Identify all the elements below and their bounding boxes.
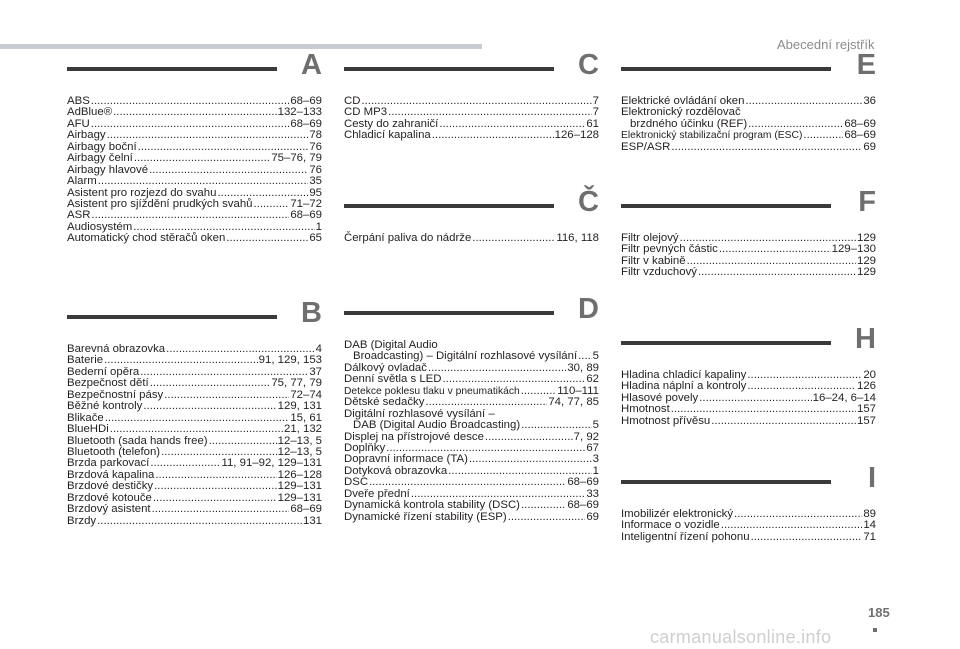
entry-term: BlueHDi — [67, 423, 109, 436]
entry-term: CD MP3 — [344, 106, 388, 119]
index-entry[interactable] — [344, 233, 599, 244]
index-entry[interactable] — [344, 420, 599, 431]
index-entry[interactable] — [344, 397, 599, 408]
entry-term: Displej na přístrojové desce — [344, 430, 484, 443]
entry-pages: 3 — [592, 453, 599, 466]
entry-term: Čerpání paliva do nádrže — [344, 232, 472, 244]
section-rule — [344, 311, 554, 315]
entry-pages: 37 — [309, 365, 322, 378]
entry-term: Brzdová kapalina — [67, 468, 155, 481]
index-entry[interactable] — [67, 424, 322, 435]
entry-pages: 61 — [586, 117, 599, 130]
index-entry[interactable] — [621, 119, 876, 130]
entry-term: Chladicí kapalina — [344, 129, 431, 142]
dot-leader — [155, 470, 276, 481]
entry-term: Audiosystém — [67, 220, 133, 233]
entry-pages: 5 — [592, 350, 599, 363]
entry-pages: 67 — [586, 441, 599, 454]
dot-leader — [472, 233, 555, 244]
section-rule — [344, 204, 554, 208]
dot-leader — [150, 458, 220, 469]
section-rule — [621, 341, 831, 345]
entry-pages: 129, 131 — [277, 400, 322, 413]
entry-pages: 68–69 — [844, 129, 876, 142]
entry-pages: 132–133 — [277, 106, 322, 119]
entry-term: brzdného účinku (REF) — [630, 117, 748, 130]
entry-term: Elektrické ovládání oken — [621, 95, 745, 107]
entry-pages: 5 — [592, 419, 599, 432]
index-entries — [621, 509, 876, 543]
index-entries — [67, 344, 322, 527]
entry-term: Dynamické řízení stability (ESP) — [344, 510, 507, 523]
entry-term: Bluetooth (sada hands free) — [67, 434, 208, 447]
dot-leader — [719, 244, 831, 255]
section-rule — [67, 315, 277, 319]
entry-pages: 91, 129, 153 — [258, 354, 322, 367]
section-rule — [621, 480, 831, 484]
entry-term: Elektronický stabilizační program (ESC) — [621, 130, 803, 142]
entry-term: Brzdový asistent — [67, 503, 151, 516]
dot-leader — [747, 370, 862, 381]
section-rule — [621, 204, 831, 208]
entry-term: ASR — [67, 209, 91, 222]
index-entry[interactable] — [344, 512, 599, 523]
entry-pages: 126–128 — [554, 129, 599, 142]
dot-leader — [734, 509, 862, 520]
index-entry[interactable] — [67, 516, 322, 527]
entry-term: DAB (Digital Audio — [344, 339, 438, 351]
entry-pages: 14 — [863, 519, 876, 532]
entry-term: Dynamická kontrola stability (DSC) — [344, 499, 520, 512]
entry-pages: 69 — [586, 510, 599, 523]
entry-term: Dětské sedačky — [344, 396, 425, 409]
entry-pages: 1 — [315, 220, 322, 233]
entry-pages: 21, 132 — [283, 423, 322, 436]
entry-term: Filtr pevných částic — [621, 243, 718, 256]
dot-leader — [521, 500, 566, 511]
entry-pages: 20 — [863, 369, 876, 381]
entry-pages: 68–69 — [290, 503, 322, 516]
section-letter: F — [858, 186, 876, 218]
entry-term: ABS — [67, 95, 90, 107]
index-entry[interactable] — [67, 233, 322, 244]
entry-term: Inteligentní řízení pohonu — [621, 530, 750, 543]
entry-pages: 75, 77, 79 — [271, 377, 322, 390]
entry-pages: 1 — [592, 464, 599, 477]
entry-term: Filtr vzduchový — [621, 266, 697, 279]
entry-pages: 69 — [863, 140, 876, 153]
entry-term: DSC — [344, 476, 369, 489]
section-letter: I — [867, 462, 876, 494]
section-letter: E — [856, 49, 876, 81]
entry-term: Hmotnost — [621, 403, 670, 416]
dot-leader — [469, 454, 592, 465]
index-entry[interactable] — [67, 165, 322, 176]
entry-term: Airbagy čelní — [67, 152, 133, 165]
entry-pages: 95 — [309, 186, 322, 199]
entry-term: Brzdové kotouče — [67, 491, 152, 504]
index-entry[interactable] — [344, 500, 599, 511]
entry-pages: 75–76, 79 — [271, 152, 322, 165]
section-letter: H — [855, 323, 876, 355]
entry-term: Brzda parkovací — [67, 457, 150, 470]
entry-term: ESP/ASR — [621, 140, 671, 153]
entry-term: Hmotnost přívěsu — [621, 414, 711, 427]
dot-leader — [152, 504, 290, 515]
entry-pages: 157 — [856, 414, 876, 427]
entry-term: Filtr olejový — [621, 232, 679, 244]
index-entry[interactable] — [621, 267, 876, 278]
index-entry[interactable] — [67, 176, 322, 187]
entry-term: Běžné kontroly — [67, 400, 143, 413]
page-marker — [873, 628, 877, 632]
entry-term: Informace o vozidle — [621, 519, 720, 532]
entry-pages: 36 — [863, 95, 876, 107]
dot-leader — [209, 436, 277, 447]
index-entry[interactable] — [67, 199, 322, 210]
entry-term: Doplňky — [344, 441, 386, 454]
entry-term: Broadcasting) – Digitální rozhlasové vysílání — [353, 350, 578, 363]
entry-term: Airbagy boční — [67, 140, 137, 153]
dot-leader — [149, 165, 308, 176]
section-rule — [344, 67, 554, 71]
entry-pages: 4 — [315, 343, 322, 355]
entry-term: Cesty do zahraničí — [344, 117, 439, 130]
entry-pages: 33 — [586, 487, 599, 500]
dot-leader — [134, 153, 270, 164]
entry-pages: 12–13, 5 — [277, 445, 322, 458]
index-entry[interactable] — [67, 153, 322, 164]
entry-term: Digitální rozhlasové vysílání – — [344, 407, 495, 420]
entry-term: Detekce poklesu tlaku v pneumatikách — [344, 385, 520, 397]
section-rule — [621, 67, 831, 71]
entry-term: Dopravní informace (TA) — [344, 453, 468, 466]
entry-pages: 129 — [856, 254, 876, 267]
entry-term: Brzdové destičky — [67, 480, 154, 493]
dot-leader — [97, 516, 302, 527]
dot-leader — [711, 416, 856, 427]
dot-leader — [143, 401, 276, 412]
dot-leader — [432, 130, 554, 141]
section-letter: A — [301, 49, 322, 81]
entry-term: AFU — [67, 117, 90, 130]
entry-pages: 78 — [309, 129, 322, 142]
index-entry[interactable] — [344, 130, 599, 141]
dot-leader — [671, 142, 862, 153]
dot-leader — [369, 477, 566, 488]
entry-term: Dálkový ovladač — [344, 361, 427, 374]
entry-term: Blikače — [67, 411, 104, 424]
entry-pages: 65 — [309, 232, 322, 245]
entry-term: Airbagy — [67, 129, 106, 142]
index-entry[interactable] — [67, 504, 322, 515]
entry-term: Hladina chladicí kapaliny — [621, 369, 747, 381]
entry-pages: 7 — [592, 95, 599, 107]
entry-pages: 157 — [856, 403, 876, 416]
entry-term: Filtr v kabině — [621, 254, 686, 267]
dot-leader — [110, 424, 283, 435]
index-entry[interactable] — [67, 401, 322, 412]
entry-term: Baterie — [67, 354, 104, 367]
dot-leader — [91, 119, 290, 130]
index-entries — [344, 233, 599, 244]
entry-pages: 62 — [586, 373, 599, 386]
entry-pages: 16–24, 6–14 — [812, 391, 876, 404]
entry-pages: 68–69 — [567, 499, 599, 512]
dot-leader — [164, 390, 289, 401]
entry-pages: 71–72 — [290, 197, 322, 210]
entry-term: Airbagy hlavové — [67, 163, 149, 176]
entry-pages: 89 — [863, 508, 876, 520]
entry-pages: 12–13, 5 — [277, 434, 322, 447]
dot-leader — [803, 130, 843, 141]
entry-term: Bederní opěra — [67, 365, 140, 378]
entry-pages: 15, 61 — [290, 411, 322, 424]
section-letter: Č — [578, 186, 599, 218]
entry-term: Alarm — [67, 175, 97, 188]
dot-leader — [98, 176, 309, 187]
entry-term: Dveře přední — [344, 487, 410, 500]
entry-pages: 68–69 — [567, 476, 599, 489]
entry-term: DAB (Digital Audio Broadcasting) — [353, 419, 521, 432]
header-bar — [0, 44, 482, 49]
section-rule — [67, 67, 277, 71]
entry-pages: 76 — [309, 163, 322, 176]
entry-term: Brzdy — [67, 514, 97, 527]
index-entry[interactable] — [67, 107, 322, 118]
entry-pages: 129–131 — [277, 480, 322, 493]
entry-pages: 30, 89 — [567, 361, 599, 374]
dot-leader — [508, 512, 586, 523]
entry-pages: 74, 77, 85 — [548, 396, 599, 409]
entry-term: CD — [344, 95, 361, 107]
entry-pages: 72–74 — [290, 388, 322, 401]
index-entries — [621, 233, 876, 279]
entry-pages: 129 — [856, 266, 876, 279]
entry-term: Barevná obrazovka — [67, 343, 166, 355]
dot-leader — [698, 267, 856, 278]
dot-leader — [748, 119, 843, 130]
index-entry[interactable] — [67, 481, 322, 492]
entry-term: Hladina náplní a kontroly — [621, 380, 747, 393]
entry-pages: 35 — [309, 175, 322, 188]
entry-pages: 129–131 — [277, 491, 322, 504]
entry-pages: 126 — [856, 380, 876, 393]
dot-leader — [485, 432, 573, 443]
dot-leader — [425, 397, 547, 408]
entry-pages: 71 — [863, 530, 876, 543]
section-letter: B — [301, 297, 322, 329]
entry-pages: 7, 92 — [573, 430, 599, 443]
entry-pages: 7 — [592, 106, 599, 119]
dot-leader — [699, 393, 811, 404]
entry-pages: 68–69 — [290, 95, 322, 107]
entry-term: Elektronický rozdělovač — [621, 106, 741, 119]
index-entry[interactable] — [621, 532, 876, 543]
page-number: 185 — [868, 605, 890, 620]
dot-leader — [113, 107, 277, 118]
entry-term: Dotyková obrazovka — [344, 464, 448, 477]
entry-term: Asistent pro rozjezd do svahu — [67, 186, 217, 199]
entry-pages: 11, 91–92, 129–131 — [221, 457, 322, 470]
index-entries — [621, 96, 876, 153]
index-entry[interactable] — [621, 142, 876, 153]
index-entry[interactable] — [621, 416, 876, 427]
dot-leader — [745, 96, 862, 107]
dot-leader — [687, 256, 856, 267]
dot-leader — [521, 420, 592, 431]
entry-pages: 126–128 — [277, 468, 322, 481]
entry-pages: 76 — [309, 140, 322, 153]
entry-pages: 129–130 — [831, 243, 876, 256]
entry-pages: 68–69 — [290, 209, 322, 222]
entry-term: Imobilizér elektronický — [621, 508, 734, 520]
index-entries — [344, 96, 599, 142]
dot-leader — [254, 199, 290, 210]
section-letter: D — [578, 293, 599, 325]
entry-pages: 131 — [302, 514, 322, 527]
entry-term: Bezpečnost dětí — [67, 377, 149, 390]
entry-term: Bezpečnostní pásy — [67, 388, 164, 401]
dot-leader — [751, 532, 863, 543]
index-entry[interactable] — [344, 466, 599, 477]
entry-pages: 110–111 — [557, 384, 599, 397]
entry-pages: 68–69 — [290, 117, 322, 130]
entry-term: AdBlue® — [67, 106, 113, 119]
index-entries — [67, 96, 322, 245]
entry-pages: 68–69 — [844, 117, 876, 130]
dot-leader — [154, 481, 277, 492]
section-letter: C — [578, 49, 599, 81]
dot-leader — [361, 96, 591, 107]
chapter-title: Abecední rejstřík — [777, 37, 875, 52]
dot-leader — [91, 96, 290, 107]
index-entry[interactable] — [344, 477, 599, 488]
dot-leader — [153, 493, 277, 504]
dot-leader — [226, 233, 308, 244]
entry-term: Bluetooth (telefon) — [67, 445, 161, 458]
entry-term: Asistent pro sjíždění prudkých svahů — [67, 197, 253, 210]
index-entries — [344, 340, 599, 523]
entry-pages: 116, 118 — [556, 232, 599, 244]
dot-leader — [105, 413, 290, 424]
entry-term: Hlasové povely — [621, 391, 699, 404]
entry-term: Denní světla s LED — [344, 373, 442, 386]
index-entries — [621, 370, 876, 427]
entry-term: Automatický chod stěračů oken — [67, 232, 226, 245]
watermark: carmanualsonline.info — [650, 627, 832, 647]
dot-leader — [150, 378, 271, 389]
entry-pages: 129 — [856, 232, 876, 244]
dot-leader — [428, 363, 566, 374]
